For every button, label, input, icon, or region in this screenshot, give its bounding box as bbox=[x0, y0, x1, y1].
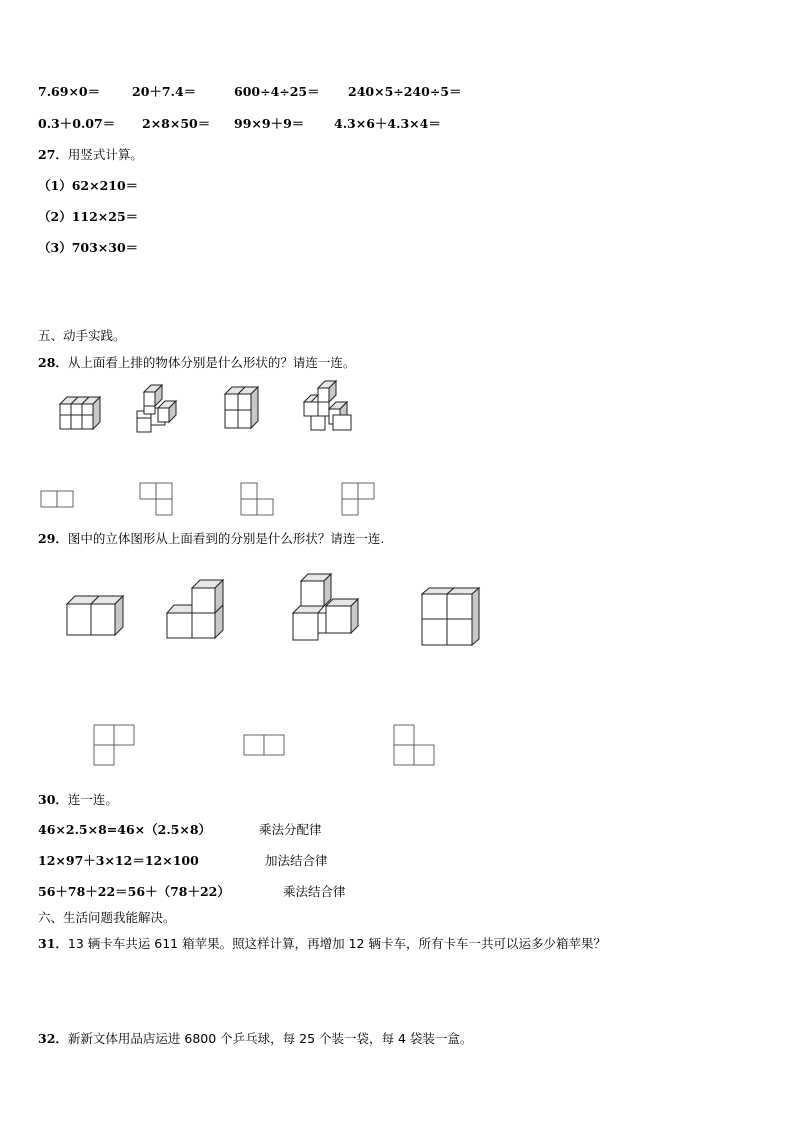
q30-equation-1: 46×2.5×8=46×（2.5×8） bbox=[38, 822, 212, 837]
q29-view-2 bbox=[244, 735, 284, 755]
q29-title: 图中的立体图形从上面看到的分别是什么形状？请连一连. bbox=[67, 531, 385, 546]
q30-law-3: 乘法结合律 bbox=[283, 884, 346, 899]
calc-1-2: 20＋7.4＝ bbox=[132, 84, 197, 99]
q30-number: 30． bbox=[38, 792, 68, 807]
q30-heading bbox=[38, 792, 118, 808]
q27-number: 27． bbox=[38, 147, 68, 162]
q27-title: 用竖式计算。 bbox=[67, 147, 143, 162]
q31-question bbox=[38, 936, 606, 952]
calc-1-4: 240×5÷240÷5＝ bbox=[348, 84, 462, 99]
q27-item-2: （2）112×25＝ bbox=[38, 209, 139, 224]
calc-2-4: 4.3×6＋4.3×4＝ bbox=[334, 116, 441, 131]
q30-law-2: 加法结合律 bbox=[265, 853, 328, 868]
q28-number: 28． bbox=[38, 355, 68, 370]
q30-title: 连一连。 bbox=[67, 792, 118, 807]
q31-number: 31． bbox=[38, 936, 68, 951]
q32-number: 32． bbox=[38, 1031, 68, 1046]
q32-text: 新新文体用品店运进 6800 个乒乓球，每 25 个装一袋，每 4 袋装一盒。 bbox=[67, 1031, 473, 1046]
q30-equation-3: 56＋78＋22＝56＋（78＋22） bbox=[38, 884, 230, 899]
section5-heading: 五、动手实践。 bbox=[38, 328, 126, 343]
calc-2-3: 99×9＋9＝ bbox=[234, 116, 305, 131]
q27-item-3: （3）703×30＝ bbox=[38, 240, 139, 255]
q27-item-1: （1）62×210＝ bbox=[38, 178, 139, 193]
q32-question bbox=[38, 1031, 472, 1047]
calc-2-1: 0.3＋0.07＝ bbox=[38, 116, 116, 131]
q29-view-3 bbox=[394, 725, 434, 765]
q28-title: 从上面看上排的物体分别是什么形状的？请连一连。 bbox=[67, 355, 356, 370]
calc-1-1: 7.69×0＝ bbox=[38, 84, 101, 99]
calc-1-3: 600÷4÷25＝ bbox=[234, 84, 320, 99]
section6-heading: 六、生活问题我能解决。 bbox=[38, 910, 176, 925]
q30-law-1: 乘法分配律 bbox=[259, 822, 322, 837]
q29-view-1 bbox=[94, 725, 134, 765]
q31-text: 13 辆卡车共运 611 箱苹果。照这样计算，再增加 12 辆卡车，所有卡车一共可以运多少箱苹果？ bbox=[67, 936, 606, 951]
calc-2-2: 2×8×50＝ bbox=[142, 116, 211, 131]
q29-number: 29． bbox=[38, 531, 68, 546]
q30-equation-2: 12×97＋3×12＝12×100 bbox=[38, 853, 199, 868]
